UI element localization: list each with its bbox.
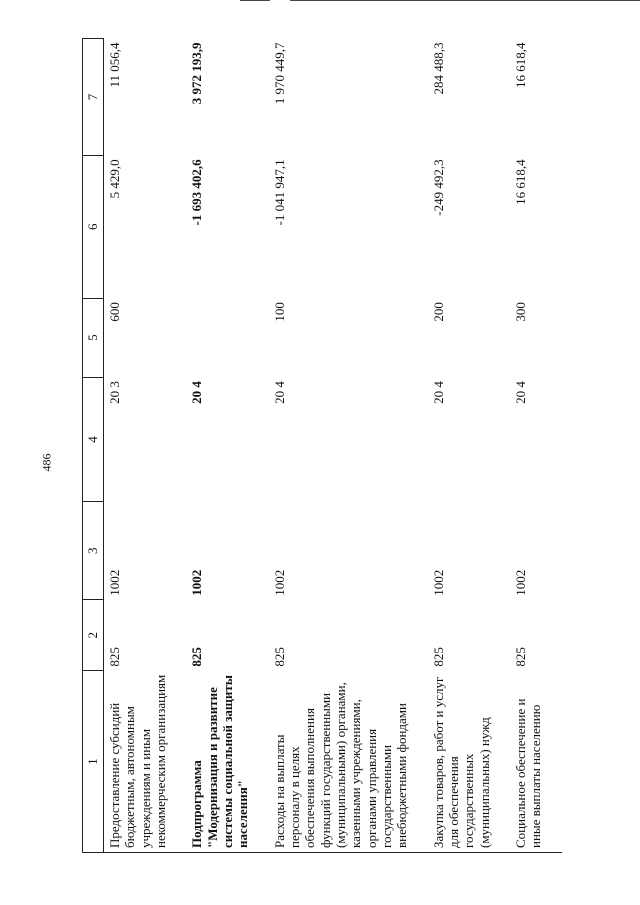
cell-expense-type: 100 bbox=[271, 302, 287, 322]
header-row bbox=[83, 39, 104, 853]
row-name: Предоставление субсидий бюджетным, автономным учреждениям и иным некоммерческим организациям bbox=[107, 674, 168, 848]
cell-change-amount: 16 618,4 bbox=[512, 159, 528, 205]
cell-section-code: 1002 bbox=[107, 569, 122, 596]
cell-ministry-code: 825 bbox=[512, 647, 528, 667]
table-row bbox=[186, 39, 268, 853]
row-name: Расходы на выплаты персоналу в целях обеспечения выполнения функций государственными (муниципальными) органами, казенными учреждениями, органами управления государственными внебюджетными фондами bbox=[271, 682, 410, 848]
cell-expense-type: 200 bbox=[430, 302, 446, 322]
column-header: 4 bbox=[83, 377, 104, 502]
cell-ministry-code: 825 bbox=[271, 647, 287, 667]
cell-change-amount: -1 041 947,1 bbox=[271, 159, 287, 226]
cell-change-amount: -1 693 402,6 bbox=[189, 159, 205, 226]
cell-ministry-code: 825 bbox=[430, 647, 446, 667]
column-header: 6 bbox=[83, 155, 104, 298]
cell-target-code: 20 4 bbox=[271, 381, 287, 404]
cell-section-code: 1002 bbox=[430, 569, 446, 596]
cell-section-code: 1002 bbox=[512, 569, 528, 596]
cell-expense-type: 300 bbox=[512, 302, 528, 322]
column-header: 3 bbox=[83, 502, 104, 600]
table-row bbox=[104, 39, 187, 853]
column-header: 5 bbox=[83, 298, 104, 377]
table-row bbox=[428, 39, 510, 853]
cell-ministry-code: 825 bbox=[107, 647, 122, 667]
cell-target-code: 20 4 bbox=[430, 381, 446, 404]
table-row bbox=[510, 39, 562, 853]
budget-table bbox=[82, 38, 562, 853]
cell-change-amount: -249 492,3 bbox=[430, 159, 446, 216]
cell-target-code: 20 4 bbox=[512, 381, 528, 404]
column-header: 2 bbox=[83, 600, 104, 671]
cell-section-code: 1002 bbox=[271, 569, 287, 596]
row-name: Подпрограмма "Модернизация и развитие системы социальной защиты населения" bbox=[189, 675, 251, 848]
cell-total-amount: 1 970 449,7 bbox=[271, 42, 287, 105]
column-header: 1 bbox=[83, 671, 104, 853]
cell-total-amount: 3 972 193,9 bbox=[189, 42, 205, 105]
cell-ministry-code: 825 bbox=[189, 647, 205, 667]
row-name: Социальное обеспечение и иные выплаты населению bbox=[512, 698, 544, 848]
cell-target-code: 20 4 bbox=[189, 381, 205, 404]
cell-expense-type bbox=[186, 298, 268, 377]
cell-change-amount: 5 429,0 bbox=[107, 159, 122, 199]
cell-section-code: 1002 bbox=[189, 569, 205, 596]
table-row bbox=[269, 39, 428, 853]
column-header: 7 bbox=[83, 39, 104, 156]
row-name: Закупка товаров, работ и услуг для обеспечения государственных (муниципальных) нужд bbox=[430, 676, 492, 848]
cell-total-amount: 11 056,4 bbox=[107, 42, 122, 88]
page-number: 486 bbox=[39, 453, 54, 472]
cell-expense-type: 600 bbox=[107, 302, 122, 322]
cell-total-amount: 16 618,4 bbox=[512, 42, 528, 88]
cell-target-code: 20 3 bbox=[107, 381, 122, 404]
cell-total-amount: 284 488,3 bbox=[430, 42, 446, 95]
